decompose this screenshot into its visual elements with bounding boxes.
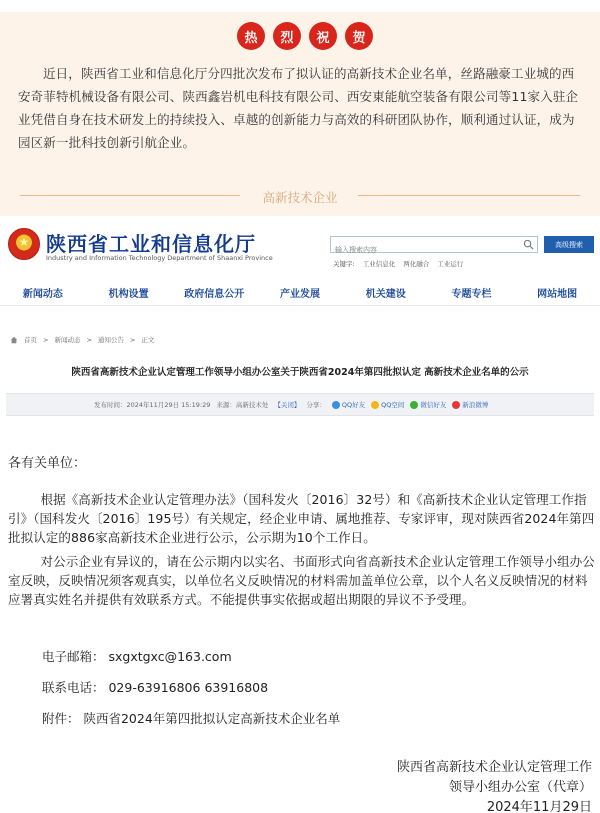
contact-phone: 联系电话： 029-63916806 63916808 bbox=[42, 680, 269, 695]
search-box bbox=[330, 236, 538, 253]
congrats-banner bbox=[0, 12, 600, 216]
share-wechat[interactable] bbox=[410, 400, 446, 409]
search-icon[interactable] bbox=[523, 239, 534, 250]
breadcrumb-sep: > bbox=[86, 335, 92, 344]
share-label: 分享： bbox=[306, 401, 326, 409]
keyword-link[interactable]: 两化融合 bbox=[403, 260, 430, 268]
nav-item-industry[interactable]: 产业发展 bbox=[280, 289, 321, 300]
close-link[interactable]: 【关闭】 bbox=[274, 401, 301, 409]
share-qq-zone[interactable] bbox=[371, 400, 404, 409]
breadcrumb-item[interactable]: 通知公告 bbox=[97, 336, 124, 344]
breadcrumb-item[interactable]: 新闻动态 bbox=[54, 336, 81, 344]
nav-item-news[interactable]: 新闻动态 bbox=[22, 289, 63, 300]
nav-item-sitemap[interactable]: 网站地图 bbox=[537, 289, 578, 300]
article-meta-bar bbox=[6, 393, 594, 416]
qzone-icon bbox=[371, 401, 379, 409]
main-nav bbox=[0, 280, 600, 306]
national-emblem-icon bbox=[8, 228, 40, 260]
section-label: 高新技术企业 bbox=[262, 190, 338, 205]
keyword-link[interactable]: 工业信息化 bbox=[362, 260, 396, 268]
badge-char: 贺 bbox=[345, 22, 373, 50]
divider-line-right bbox=[358, 195, 580, 196]
share-label-text: 微信好友 bbox=[420, 401, 447, 409]
site-subtitle: Industry and Information Technology Department of Shaanxi Province bbox=[46, 254, 273, 262]
share-label-text: 新浪微博 bbox=[462, 401, 489, 409]
notice-paragraph-2: 对公示企业有异议的，请在公示期内以实名、书面形式向省高新技术企业认定管理工作领导小组办公室反映，反映情况须客观真实，以单位名义反映情况的材料需加盖单位公章，以个人名义反映情况的材料应署真实姓名并提供有效联系方式。不能提供事实依据或超出期限的异议不予受理。 bbox=[8, 554, 595, 607]
breadcrumb bbox=[10, 335, 154, 344]
keywords-label: 关键字: bbox=[333, 260, 355, 268]
badge-char: 烈 bbox=[273, 22, 301, 50]
site-screenshot bbox=[0, 216, 600, 431]
breadcrumb-sep: > bbox=[129, 335, 136, 344]
nav-item-topics[interactable]: 专题专栏 bbox=[451, 289, 492, 300]
home-icon bbox=[10, 336, 18, 344]
weibo-icon bbox=[452, 401, 460, 409]
nav-item-org[interactable]: 机构设置 bbox=[108, 289, 149, 300]
qq-icon bbox=[332, 401, 340, 409]
breadcrumb-item: 正文 bbox=[141, 336, 155, 344]
wechat-icon bbox=[410, 401, 418, 409]
article-title: 陕西省高新技术企业认定管理工作领导小组办公室关于陕西省2024年第四批拟认定 高新技术企业名单的公示 bbox=[71, 367, 529, 378]
site-header bbox=[0, 216, 600, 274]
source: 来源：高新技术处 bbox=[216, 401, 269, 409]
attachment-line[interactable]: 附件： 陕西省2024年第四批拟认定高新技术企业名单 bbox=[42, 711, 341, 726]
nav-item-disclosure[interactable]: 政府信息公开 bbox=[184, 289, 245, 300]
notice-paragraph-1: 根据《高新技术企业认定管理办法》（国科发火〔2016〕32号）和《高新技术企业认定管理工作指引》（国科发火〔2016〕195号）有关规定，经企业申请、属地推荐、专家评审，现对陕西省2024年第四批拟认定的886家高新技术企业进行公示，公示期为10个工作日。 bbox=[8, 492, 595, 545]
nav-item-agency[interactable]: 机关建设 bbox=[365, 289, 406, 300]
congrats-text: 近日，陕西省工业和信息化厅分四批次发布了拟认证的高新技术企业名单，丝路融豪工业城的西安奇菲特机械设备有限公司、陕西鑫岩机电科技有限公司、西安東能航空装备有限公司等11家入驻企业凭借自身在技术研发上的持续投入、卓越的创新能力与高效的科研团队协作，顺利通过认证，成为园区新一批科技创新引航企业。 bbox=[18, 66, 579, 150]
signature-line-2: 领导小组办公室（代章） bbox=[448, 780, 592, 795]
congrats-badges bbox=[237, 22, 373, 50]
search-input[interactable] bbox=[331, 243, 516, 258]
section-divider bbox=[0, 188, 600, 205]
breadcrumb-sep: > bbox=[43, 335, 49, 344]
badge-char: 祝 bbox=[309, 22, 337, 50]
badge-char: 热 bbox=[237, 22, 265, 50]
share-label-text: QQ好友 bbox=[341, 401, 366, 409]
advanced-search-button[interactable]: 高级搜索 bbox=[544, 236, 594, 253]
breadcrumb-item[interactable]: 首页 bbox=[24, 336, 37, 344]
share-label-text: QQ空间 bbox=[381, 401, 405, 409]
signature-date: 2024年11月29日 bbox=[486, 800, 592, 813]
share-weibo[interactable] bbox=[452, 400, 488, 409]
greeting: 各有关单位： bbox=[8, 456, 87, 471]
contact-email: 电子邮箱： sxgxtgxc@163.com bbox=[42, 649, 232, 664]
keywords-row bbox=[333, 259, 463, 268]
site-title[interactable]: 陕西省工业和信息化厅 bbox=[46, 232, 256, 256]
share-qq-friend[interactable] bbox=[332, 400, 365, 409]
publish-time: 发布时间：2024年11月29日 15:19:29 bbox=[94, 401, 211, 409]
keyword-link[interactable]: 工业运行 bbox=[437, 260, 464, 268]
signature-line-1: 陕西省高新技术企业认定管理工作 bbox=[396, 760, 592, 775]
